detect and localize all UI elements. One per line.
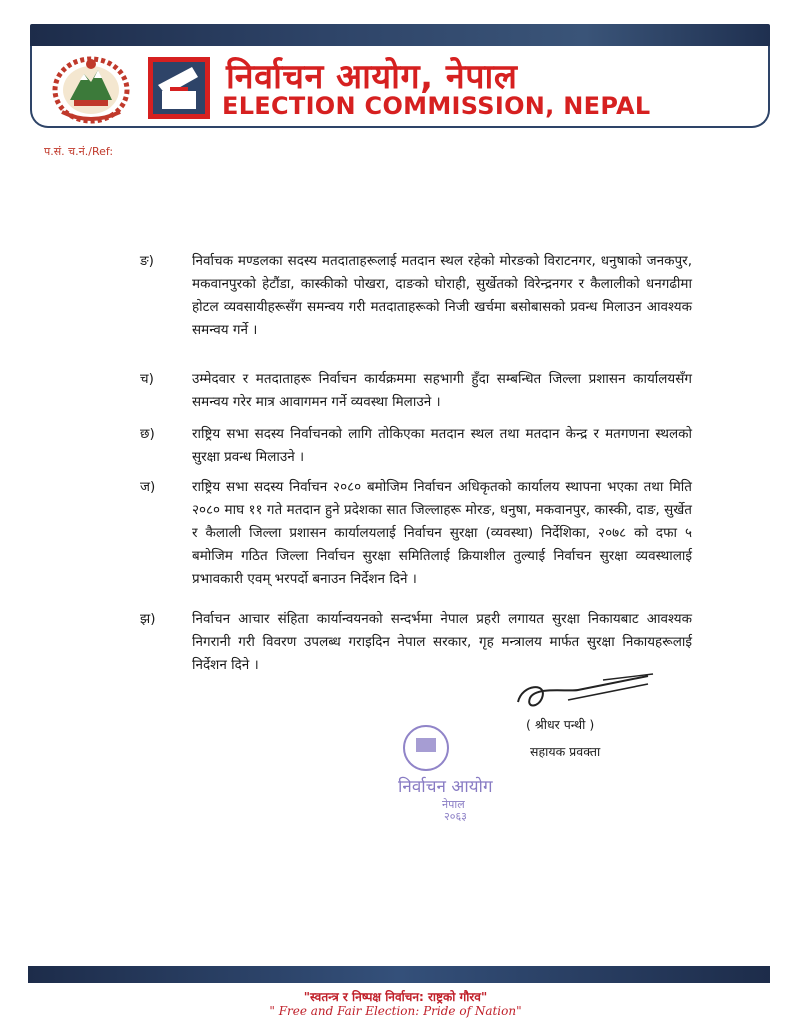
- stamp-text: निर्वाचन आयोग: [398, 777, 493, 797]
- election-commission-logo-icon: [148, 57, 210, 119]
- list-item-text: निर्वाचन आचार संहिता कार्यान्वयनको सन्दर्भमा नेपाल प्रहरी लगायत सुरक्षा निकायबाट आवश्यक निगरानी गरी विवरण उपलब्ध गराइदिन नेपाल सरकार, गृह मन्त्रालय मार्फत सुरक्षा निकायहरूलाई निर्देशन दिने ।: [192, 611, 692, 673]
- list-item-text: उम्मेदवार र मतदाताहरू निर्वाचन कार्यक्रममा सहभागी हुँदा सम्बन्धित जिल्ला प्रशासन कार्यालयसँग समन्वय गरेर मात्र आवागमन गर्ने व्यवस्था मिलाउने ।: [192, 371, 692, 410]
- list-item-text: राष्ट्रिय सभा सदस्य निर्वाचन २०८० बमोजिम निर्वाचन अधिकृतको कार्यालय स्थापना भएका तथा मिति २०८० माघ ११ गते मतदान हुने प्रदेशका सात जिल्लाहरू मोरङ, धनुषा, मकवानपुर, कास्की, दाङ, सुर्खेत र कैलाली जिल्ला प्रशासन कार्यालयलाई निर्वाचन सुरक्षा (व्यवस्था) निर्देशिका, २०७८ को दफा ५ बमोजिम गठित जिल्ला निर्वाचन सुरक्षा समितिलाई क्रियाशील तुल्याई निर्वाचन सुरक्षा व्यवस्थालाई प्रभावकारी एवम् भरपर्दो बनाउन निर्देशन दिने ।: [192, 479, 692, 587]
- official-stamp-icon: [392, 714, 502, 824]
- commission-title-english: ELECTION COMMISSION, NEPAL: [222, 92, 651, 120]
- footer-bar: [28, 966, 770, 983]
- stamp-year: २०६३: [444, 810, 467, 823]
- reference-label: प.सं. च.नं./Ref:: [44, 145, 114, 158]
- footer-slogan-nepali: "स्वतन्त्र र निष्पक्ष निर्वाचन: राष्ट्रको गौरव": [303, 990, 488, 1004]
- nepal-emblem-icon: [50, 52, 132, 124]
- list-item-label: छ): [140, 426, 155, 442]
- signatory-designation: सहायक प्रवक्ता: [530, 744, 601, 759]
- signature-icon: [508, 672, 658, 716]
- list-item-text: निर्वाचक मण्डलका सदस्य मतदाताहरूलाई मतदान स्थल रहेको मोरङको विराटनगर, धनुषाको जनकपुर, मकवानपुरको हेटौंडा, कास्कीको पोखरा, दाङको घोराही, सुर्खेतको विरेन्द्रनगर र कैलालीको धनगढीमा होटल व्यवसायीहरूसँग समन्वय गरी मतदाताहरूको निजी खर्चमा बसोबासको प्रवन्ध मिलाउन आवश्यक समन्वय गर्ने ।: [192, 253, 692, 338]
- list-item-label: झ): [140, 611, 156, 627]
- list-item-text: राष्ट्रिय सभा सदस्य निर्वाचनको लागि तोकिएका मतदान स्थल तथा मतदान केन्द्र र मतगणना स्थलको सुरक्षा प्रवन्ध मिलाउने ।: [192, 426, 692, 465]
- stamp-country: नेपाल: [442, 798, 465, 811]
- signatory-name: ( श्रीधर पन्थी ): [526, 717, 595, 732]
- list-item-label: ङ): [140, 253, 154, 269]
- footer-slogan-english: " Free and Fair Election: Pride of Nation": [269, 1004, 522, 1018]
- list-item-label: च): [140, 371, 154, 387]
- list-item-label: ज): [140, 479, 156, 495]
- commission-title-nepali: निर्वाचन आयोग, नेपाल: [226, 57, 518, 97]
